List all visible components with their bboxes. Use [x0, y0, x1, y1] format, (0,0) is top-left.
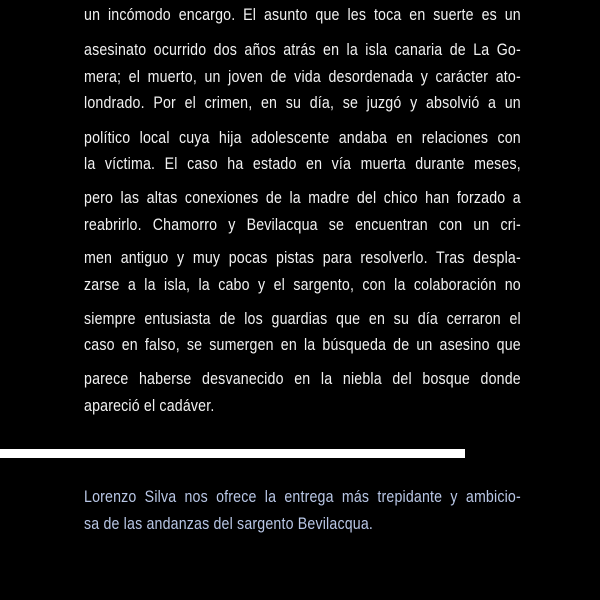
- synopsis-line: político local cuya hija adolescente andaba en relaciones con: [84, 129, 521, 147]
- synopsis-line: londrado. Por el crimen, en su día, se juzgó y absolvió a un: [84, 94, 521, 112]
- synopsis-line: la víctima. El caso ha estado en vía muerta durante meses,: [84, 155, 521, 173]
- synopsis-line: caso en falso, se sumergen en la búsqueda de un asesino que: [84, 336, 521, 354]
- synopsis-line: mera; el muerto, un joven de vida desordenada y carácter ato-: [84, 68, 521, 86]
- synopsis-line: pero las altas conexiones de la madre del chico han forzado a: [84, 189, 521, 207]
- synopsis-line: parece haberse desvanecido en la niebla del bosque donde: [84, 370, 521, 388]
- synopsis-line: apareció el cadáver.: [84, 397, 215, 415]
- synopsis-line: reabrirlo. Chamorro y Bevilacqua se encuentran con un cri-: [84, 216, 521, 234]
- divider-bar: [0, 449, 465, 458]
- synopsis-line: un incómodo encargo. El asunto que les toca en suerte es un: [84, 6, 521, 24]
- synopsis-line: zarse a la isla, la cabo y el sargento, con la colaboración no: [84, 276, 521, 294]
- synopsis-line: siempre entusiasta de los guardias que en su día cerraron el: [84, 310, 521, 328]
- synopsis-line: asesinato ocurrido dos años atrás en la isla canaria de La Go-: [84, 41, 521, 59]
- synopsis-line: men antiguo y muy pocas pistas para resolverlo. Tras despla-: [84, 249, 521, 267]
- blurb-line: sa de las andanzas del sargento Bevilacqua.: [84, 515, 374, 533]
- blurb-line: Lorenzo Silva nos ofrece la entrega más trepidante y ambicio-: [84, 488, 521, 506]
